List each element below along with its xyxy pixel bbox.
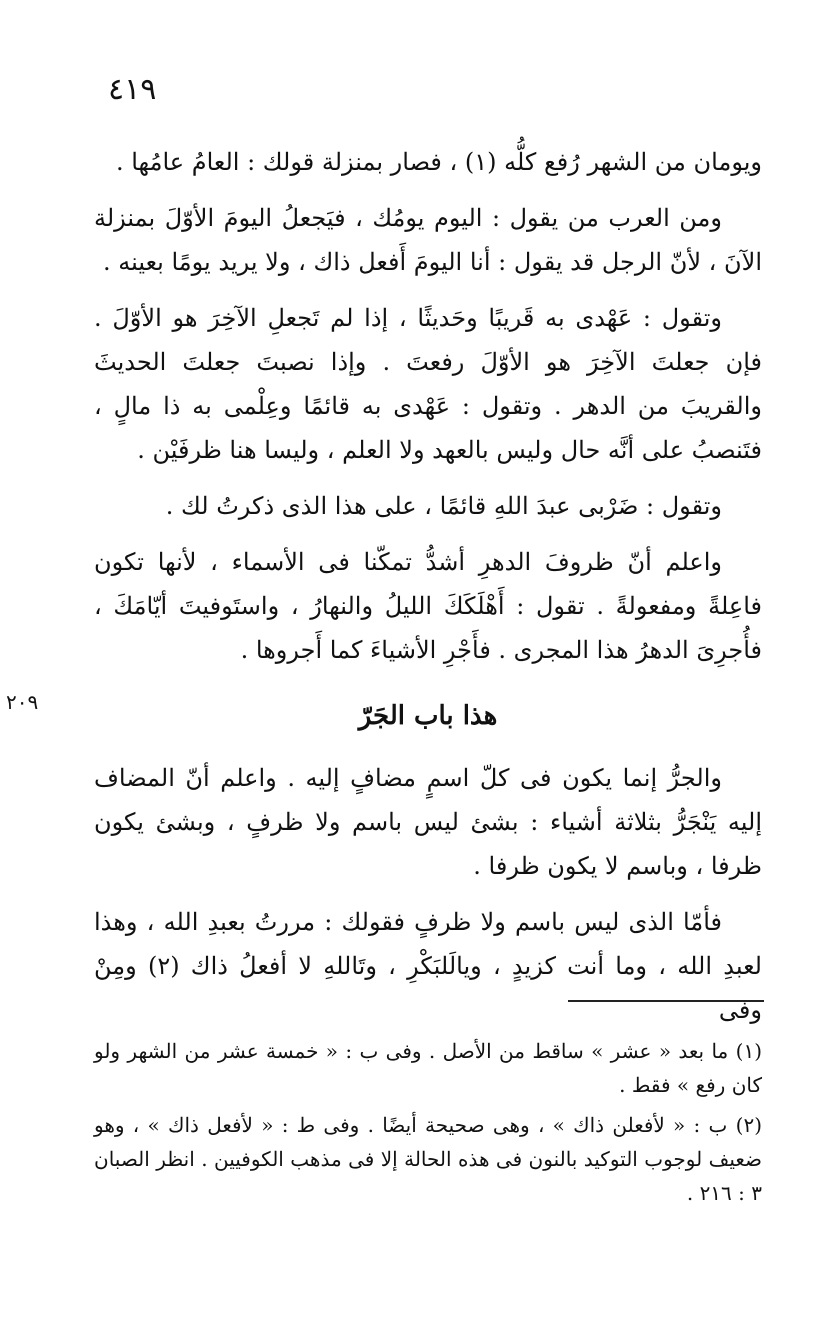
- paragraph-4: وتقول : ضَرْبى عبدَ اللهِ قائمًا ، على هذا الذى ذكرتُ لك .: [165, 492, 722, 520]
- footnote-rule: [568, 1000, 764, 1002]
- paragraph-5: واعلم أنّ ظروفَ الدهرِ أشدُّ تمكّنا فى الأسماء ، لأنها تكون فاعِلةً ومفعولةً . تقول : أَهْلَكَكَ الليلُ والنهارُ ، واستَوفيتَ أيّامَكَ ، فأُجرِىَ الدهرُ هذا المجرى . فأَجْرِ الأشياءَ كما أَجروها .: [94, 548, 762, 664]
- paragraph-3: وتقول : عَهْدى به قَريبًا وحَديثًا ، إذا لم تَجعلِ الآخِرَ هو الأوّلَ . فإن جعلتَ الآخِرَ هو الأوّلَ رفعتَ . وإذا نصبتَ جعلتَ الحديثَ والقريبَ من الدهر . وتقول : عَهْدى به قائمًا وعِلْمى به ذا مالٍ ، فتَنصبُ على أنَّه حال وليس بالعهد ولا العلم ، وليسا هنا ظرفَيْن .: [94, 304, 762, 464]
- footnote-2: (٢) ب : « لأفعلن ذاك » ، وهى صحيحة أيضًا . وفى ط : « لأفعل ذاك » ، وهو ضعيف لوجوب التوكيد بالنون فى هذه الحالة إلا فى مذهب الكوفيين . انظر الصبان ٣ : ٢١٦ .: [94, 1113, 762, 1205]
- main-text: [94, 140, 762, 1044]
- page-number: ٤١٩: [108, 72, 157, 107]
- paragraph-2: ومن العرب من يقول : اليوم يومُك ، فيَجعلُ اليومَ الأوّلَ بمنزلة الآنَ ، لأنّ الرجل قد يقول : أنا اليومَ أَفعل ذاك ، ولا يريد يومًا بعينه .: [94, 204, 762, 276]
- paragraph-1: ويومان من الشهر رُفع كلُّه (١) ، فصار بمنزلة قولك : العامُ عامُها .: [115, 148, 762, 176]
- footnote-1: (١) ما بعد « عشر » ساقط من الأصل . وفى ب : « خمسة عشر من الشهر ولو كان رفع » فقط .: [94, 1039, 762, 1097]
- footnotes: [94, 1034, 762, 1216]
- section-title: هذا باب الجَرّ: [358, 701, 498, 731]
- margin-note: ٢٠٩: [6, 690, 39, 714]
- paragraph-6: والجرُّ إنما يكون فى كلّ اسمٍ مضافٍ إليه . واعلم أنّ المضاف إليه يَنْجَرُّ بثلاثة أشياء : بشئ ليس باسم ولا ظرفٍ ، وبشئ يكون ظرفا ، وباسم لا يكون ظرفا .: [94, 764, 762, 880]
- paragraph-7: فأمّا الذى ليس باسم ولا ظرفٍ فقولك : مررتُ بعبدِ الله ، وهذا لعبدِ الله ، وما أنت كزيدٍ ، ويالَلبَكْرِ ، وتَاللهِ لا أفعلُ ذاك (٢) ومِنْ وفى: [94, 908, 762, 1024]
